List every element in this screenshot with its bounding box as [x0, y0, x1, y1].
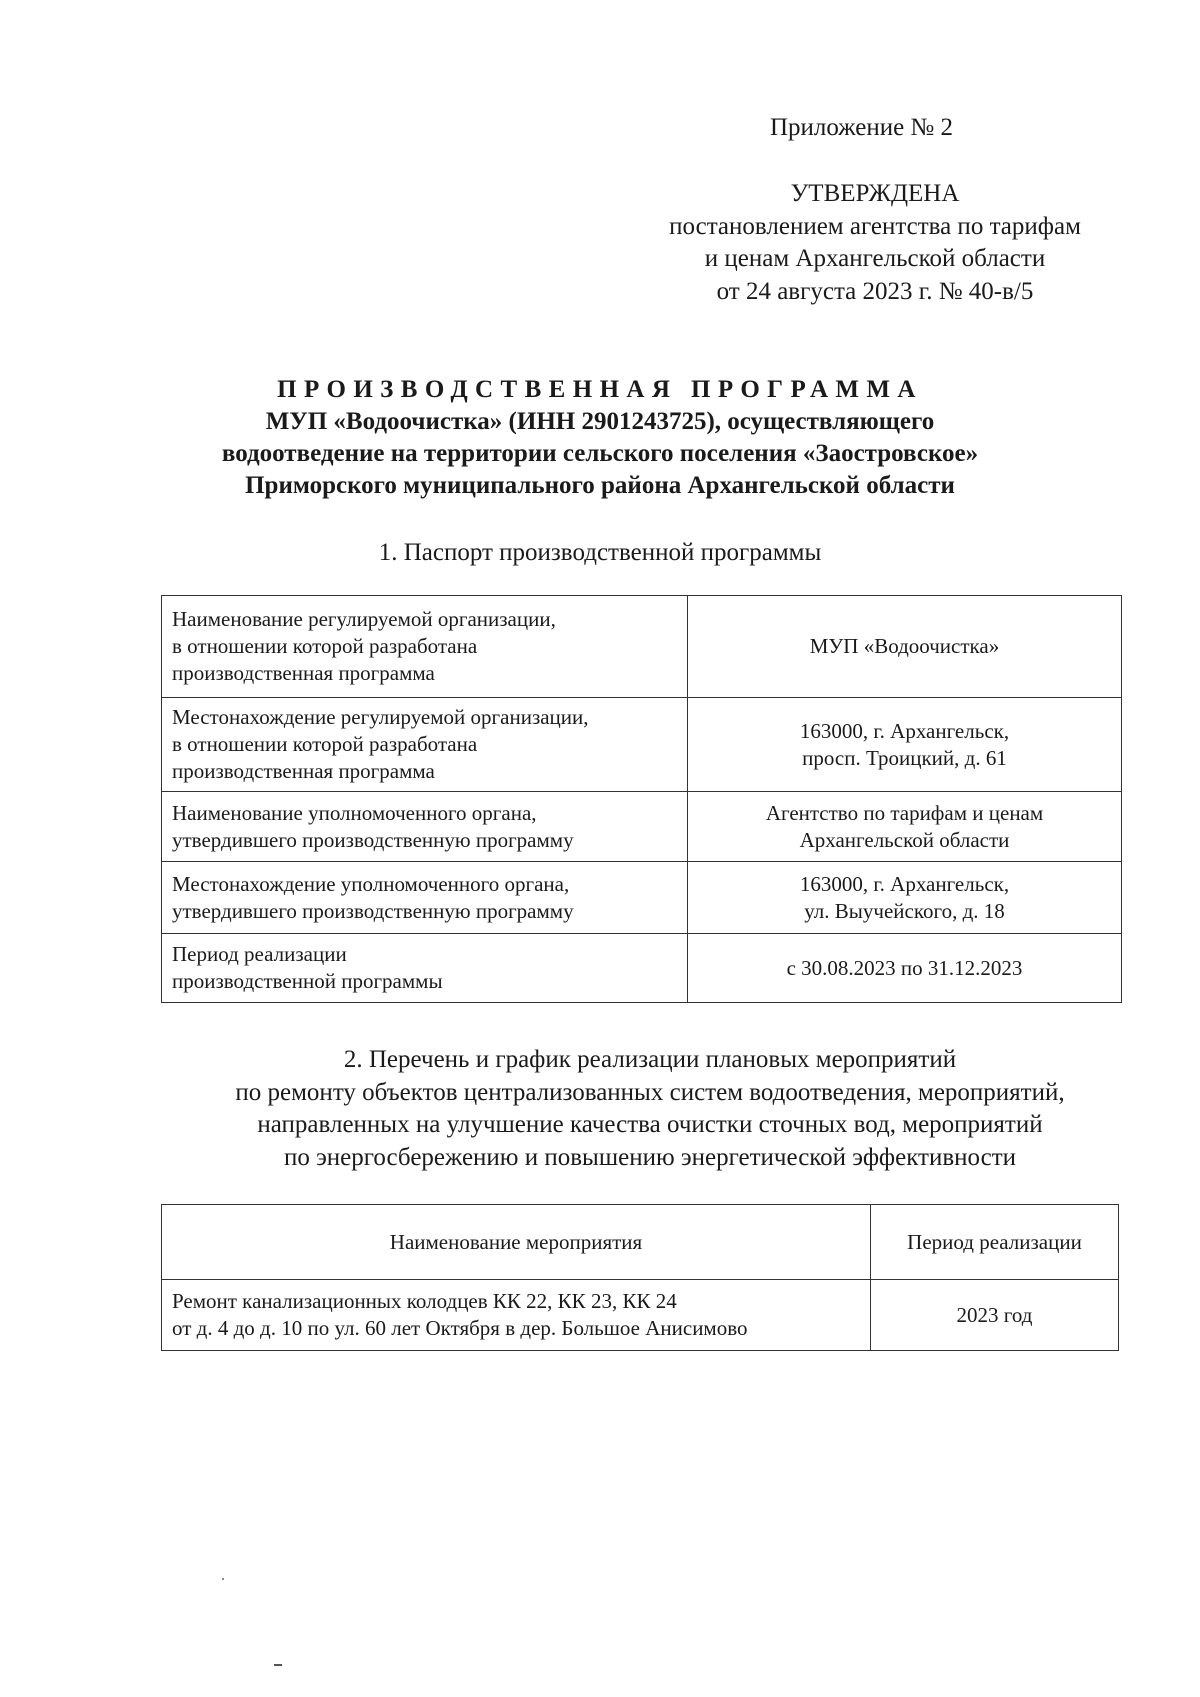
title-line: МУП «Водоочистка» (ИНН 2901243725), осуществляющего: [265, 408, 935, 435]
table-row: [162, 596, 1122, 698]
title-line: ПРОИЗВОДСТВЕННАЯ ПРОГРАММА: [277, 376, 923, 403]
passport-table: [161, 595, 1122, 1003]
passport-value: с 30.08.2023 по 31.12.2023: [688, 934, 1122, 1003]
table-row: [162, 862, 1122, 934]
title-line: Приморского муниципального района Архангельской области: [245, 472, 955, 499]
event-name: Ремонт канализационных колодцев КК 22, КК 23, КК 24 от д. 4 до д. 10 по ул. 60 лет Октября в дер. Большое Анисимово: [162, 1280, 871, 1351]
passport-label: Наименование регулируемой организации, в отношении которой разработана производственная программа: [162, 596, 688, 698]
passport-value: Агентство по тарифам и ценам Архангельской области: [688, 792, 1122, 862]
events-table: [161, 1204, 1119, 1351]
table-row: [162, 934, 1122, 1003]
document-title: [150, 374, 1050, 502]
table-row: [162, 792, 1122, 862]
approval-line: постановлением агентства по тарифам: [669, 212, 1081, 240]
section1-heading: 1. Паспорт производственной программы: [378, 539, 822, 566]
passport-label: Период реализации производственной программы: [162, 934, 688, 1003]
passport-value: 163000, г. Архангельск, просп. Троицкий, д. 61: [688, 698, 1122, 792]
scan-speck: [274, 1664, 282, 1666]
approval-block: [640, 178, 1110, 308]
column-header-period: Период реализации: [871, 1205, 1119, 1280]
passport-label: Местонахождение регулируемой организации, в отношении которой разработана производственная программа: [162, 698, 688, 792]
approved-word: УТВЕРЖДЕНА: [790, 180, 960, 207]
scan-speck: [222, 1578, 224, 1580]
approval-line: и ценам Архангельской области: [704, 245, 1046, 272]
column-header-name: Наименование мероприятия: [162, 1205, 871, 1280]
table-header-row: [162, 1205, 1119, 1280]
appendix-label: Приложение № 2: [770, 114, 954, 141]
passport-value: 163000, г. Архангельск, ул. Выучейского, д. 18: [688, 862, 1122, 934]
approval-line: от 24 августа 2023 г. № 40-в/5: [716, 277, 1034, 305]
passport-value: МУП «Водоочистка»: [688, 596, 1122, 698]
event-period: 2023 год: [871, 1280, 1119, 1351]
table-row: [162, 698, 1122, 792]
title-line: водоотведение на территории сельского поселения «Заостровское»: [221, 440, 979, 467]
passport-label: Местонахождение уполномоченного органа, утвердившего производственную программу: [162, 862, 688, 934]
passport-label: Наименование уполномоченного органа, утвердившего производственную программу: [162, 792, 688, 862]
table-row: [162, 1280, 1119, 1351]
section2-heading: 2. Перечень и график реализации плановых мероприятий по ремонту объектов централизованных систем водоотведения, мероприятий, направленных на улучшение качества очистки сточных вод, мероприятий по энергосбережению и повышению энергетической эффективности: [235, 1046, 1065, 1171]
